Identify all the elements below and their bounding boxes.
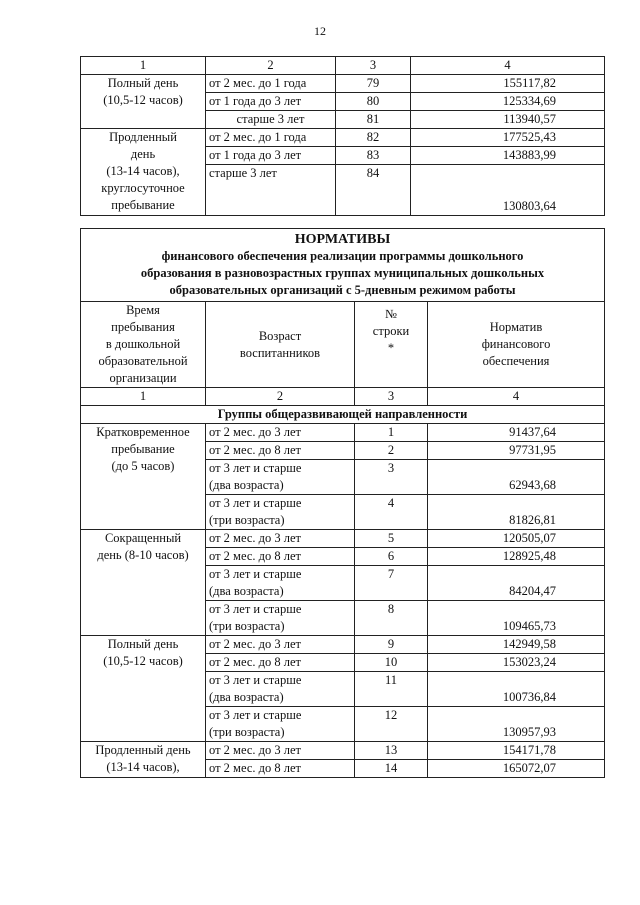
- col-header-line-number: [355, 302, 428, 388]
- line-number-cell: 8: [355, 601, 428, 636]
- stay-duration-cell: [81, 75, 206, 129]
- col-header-line: *: [387, 341, 395, 355]
- stay-duration-label: день (8-10 часов): [97, 548, 189, 562]
- col-number: 2: [206, 57, 336, 75]
- stay-duration-label: круглосуточное: [101, 181, 185, 195]
- line-number-cell: 3: [355, 460, 428, 495]
- age-cell: от 1 года до 3 лет: [206, 147, 336, 165]
- age-cell: от 2 мес. до 3 лет: [206, 742, 355, 760]
- norms-title-cell: [81, 229, 605, 302]
- norm-value-cell: 84204,47: [428, 566, 605, 601]
- tariff-table-continuation: [80, 56, 605, 216]
- column-headers-row: [81, 302, 605, 388]
- stay-duration-label: пребывание: [111, 442, 175, 456]
- norm-value-cell: 130803,64: [411, 165, 605, 216]
- age-line: (два возраста): [209, 478, 284, 492]
- col-header-line: №: [385, 307, 397, 321]
- line-number-cell: 1: [355, 424, 428, 442]
- col-number: 1: [81, 388, 206, 406]
- col-number: 4: [428, 388, 605, 406]
- line-number-cell: 5: [355, 530, 428, 548]
- age-cell: [206, 707, 355, 742]
- norms-subtitle-line: финансового обеспечения реализации программы дошкольного: [161, 249, 524, 263]
- col-number: 3: [355, 388, 428, 406]
- table-row: [81, 75, 605, 93]
- stay-duration-label: (до 5 часов): [111, 459, 175, 473]
- stay-duration-label: день: [130, 147, 156, 161]
- age-line: (два возраста): [209, 584, 284, 598]
- table-row: [81, 424, 605, 442]
- age-line: (три возраста): [209, 619, 285, 633]
- age-cell: от 2 мес. до 1 года: [206, 129, 336, 147]
- line-number-cell: 6: [355, 548, 428, 566]
- stay-duration-label: (10,5-12 часов): [103, 654, 183, 668]
- age-line: от 3 лет и старше: [209, 708, 302, 722]
- line-number-cell: 14: [355, 760, 428, 778]
- stay-duration-cell: [81, 424, 206, 530]
- norm-value-cell: 62943,68: [428, 460, 605, 495]
- line-number-cell: 79: [336, 75, 411, 93]
- age-cell: [206, 566, 355, 601]
- section-title: Группы общеразвивающей направленности: [81, 406, 605, 424]
- line-number-cell: 11: [355, 672, 428, 707]
- page-number: 12: [314, 24, 326, 38]
- age-cell: от 2 мес. до 3 лет: [206, 424, 355, 442]
- age-cell: от 2 мес. до 8 лет: [206, 442, 355, 460]
- col-header-line: Возраст: [258, 328, 302, 343]
- col-header-line: финансового: [481, 337, 551, 351]
- line-number-cell: 7: [355, 566, 428, 601]
- line-number-cell: 84: [336, 165, 411, 216]
- norm-value-cell: 120505,07: [428, 530, 605, 548]
- col-header-line: в дошкольной: [105, 337, 181, 351]
- age-cell: от 2 мес. до 8 лет: [206, 548, 355, 566]
- age-cell: от 2 мес. до 1 года: [206, 75, 336, 93]
- age-line: от 3 лет и старше: [209, 496, 302, 510]
- table-row: [81, 636, 605, 654]
- stay-duration-cell: [81, 129, 206, 216]
- column-numbers-row: [81, 388, 605, 406]
- table-row: [81, 742, 605, 760]
- stay-duration-label: Кратковременное: [96, 425, 190, 439]
- col-header-line: пребывания: [111, 320, 175, 334]
- norm-value-cell: 97731,95: [428, 442, 605, 460]
- norms-title: НОРМАТИВЫ: [294, 232, 391, 247]
- col-header-line: воспитанников: [239, 345, 321, 360]
- table-row: [81, 530, 605, 548]
- col-number: 1: [81, 57, 206, 75]
- stay-duration-label: Сокращенный: [104, 531, 182, 545]
- age-cell: старше 3 лет: [206, 111, 336, 129]
- norm-value-cell: 177525,43: [411, 129, 605, 147]
- col-header-norm: [428, 302, 605, 388]
- section-title-row: [81, 406, 605, 424]
- norm-value-cell: 155117,82: [411, 75, 605, 93]
- line-number-cell: 2: [355, 442, 428, 460]
- age-cell: от 1 года до 3 лет: [206, 93, 336, 111]
- norm-value-cell: 128925,48: [428, 548, 605, 566]
- col-header-line: образовательной: [98, 354, 188, 368]
- stay-duration-label: Продленный день: [95, 743, 191, 757]
- age-cell: [206, 672, 355, 707]
- age-cell: [206, 460, 355, 495]
- age-line: от 3 лет и старше: [209, 673, 302, 687]
- stay-duration-label: Полный день: [107, 637, 179, 651]
- norm-value-cell: 109465,73: [428, 601, 605, 636]
- age-cell: [206, 495, 355, 530]
- stay-duration-label: Продленный: [109, 130, 177, 144]
- norm-value-cell: 130957,93: [428, 707, 605, 742]
- col-header-stay-time: [81, 302, 206, 388]
- norms-subtitle-line: образования в разновозрастных группах муниципальных дошкольных: [140, 266, 545, 280]
- norm-value-cell: 165072,07: [428, 760, 605, 778]
- line-number-cell: 9: [355, 636, 428, 654]
- line-number-cell: 13: [355, 742, 428, 760]
- norm-value-cell: 142949,58: [428, 636, 605, 654]
- age-cell: от 2 мес. до 8 лет: [206, 654, 355, 672]
- line-number-cell: 82: [336, 129, 411, 147]
- col-header-line: строки: [372, 324, 410, 338]
- age-line: от 3 лет и старше: [209, 602, 302, 616]
- col-header-age: [206, 302, 355, 388]
- col-header-line: обеспечения: [482, 354, 550, 368]
- stay-duration-label: (10,5-12 часов): [103, 93, 183, 107]
- norm-value-cell: 125334,69: [411, 93, 605, 111]
- col-number: 4: [411, 57, 605, 75]
- col-header-line: Время: [126, 303, 160, 317]
- age-cell: старше 3 лет: [206, 165, 336, 216]
- age-line: (два возраста): [209, 690, 284, 704]
- stay-duration-cell: [81, 530, 206, 636]
- stay-duration-label: Полный день: [107, 76, 179, 90]
- norm-value-cell: 113940,57: [411, 111, 605, 129]
- stay-duration-label: (13-14 часов),: [106, 760, 180, 774]
- table-row: [81, 129, 605, 147]
- age-line: (три возраста): [209, 513, 285, 527]
- norm-value-cell: 91437,64: [428, 424, 605, 442]
- stay-duration-cell: [81, 742, 206, 778]
- age-line: от 3 лет и старше: [209, 567, 302, 581]
- stay-duration-label: (13-14 часов),: [106, 164, 180, 178]
- col-number: 2: [206, 388, 355, 406]
- col-header-line: Норматив: [489, 320, 543, 334]
- age-line: (три возраста): [209, 725, 285, 739]
- stay-duration-cell: [81, 636, 206, 742]
- table-header-row: [81, 57, 605, 75]
- norm-value-cell: 100736,84: [428, 672, 605, 707]
- age-cell: от 2 мес. до 8 лет: [206, 760, 355, 778]
- age-cell: [206, 601, 355, 636]
- age-cell: от 2 мес. до 3 лет: [206, 636, 355, 654]
- age-line: от 3 лет и старше: [209, 461, 302, 475]
- line-number-cell: 10: [355, 654, 428, 672]
- stay-duration-label: пребывание: [111, 198, 175, 212]
- line-number-cell: 80: [336, 93, 411, 111]
- line-number-cell: 83: [336, 147, 411, 165]
- norm-value-cell: 81826,81: [428, 495, 605, 530]
- norm-value-cell: 154171,78: [428, 742, 605, 760]
- age-cell: от 2 мес. до 3 лет: [206, 530, 355, 548]
- line-number-cell: 4: [355, 495, 428, 530]
- norm-value-cell: 153023,24: [428, 654, 605, 672]
- norms-title-row: [81, 229, 605, 302]
- line-number-cell: 81: [336, 111, 411, 129]
- norms-table: [80, 228, 605, 778]
- line-number-cell: 12: [355, 707, 428, 742]
- col-number: 3: [336, 57, 411, 75]
- norms-subtitle-line: образовательных организаций с 5-дневным режимом работы: [169, 283, 516, 297]
- col-header-line: организации: [109, 371, 177, 385]
- norm-value-cell: 143883,99: [411, 147, 605, 165]
